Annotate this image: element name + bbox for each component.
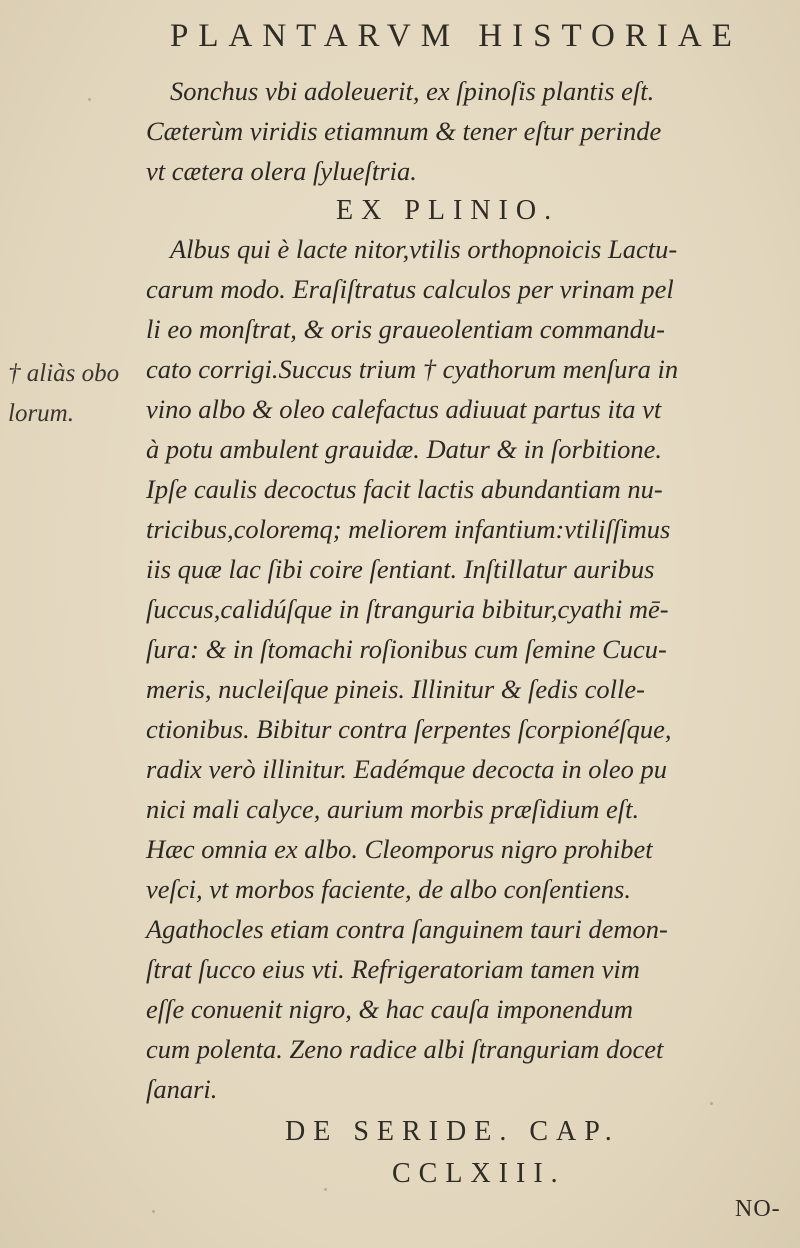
text-line: Agathocles etiam contra ſanguinem tauri demon- (146, 914, 668, 944)
text-line: Sonchus vbi adoleuerit, ex ſpinoſis plantis eſt. (170, 76, 655, 106)
text-line: eſſe conuenit nigro, & hac cauſa imponendum (146, 994, 633, 1024)
catchword: NO- (735, 1196, 781, 1222)
text-line: ſtrat ſucco eius vti. Refrigeratoriam tamen vim (146, 954, 640, 984)
paper-speck (88, 98, 91, 101)
text-line: cato corrigi.Succus trium † cyathorum menſura in (146, 354, 679, 384)
text-line: ctionibus. Bibitur contra ſerpentes ſcorpionéſque, (146, 714, 672, 744)
text-line: Ipſe caulis decoctus facit lactis abundantiam nu- (146, 474, 663, 504)
text-line: nici mali calyce, aurium morbis præſidium eſt. (146, 794, 640, 824)
text-line: Hæc omnia ex albo. Cleomporus nigro prohibet (146, 834, 653, 864)
text-line: ſanari. (146, 1074, 218, 1104)
text-line: cum polenta. Zeno radice albi ſtranguriam docet (146, 1034, 664, 1064)
text-line: vt cætera olera ſylueſtria. (146, 156, 417, 186)
text-line: meris, nucleiſque pineis. Illinitur & ſedis colle- (146, 674, 645, 704)
paper-speck (710, 1102, 713, 1105)
running-title: PLANTARVM HISTORIAE (170, 18, 742, 54)
chapter-heading: DE SERIDE. CAP. (285, 1116, 620, 1147)
text-line: li eo monſtrat, & oris graueolentiam commandu- (146, 314, 665, 344)
text-line: iis quæ lac ſibi coire ſentiant. Inſtillatur auribus (146, 554, 655, 584)
paper-speck (324, 1188, 327, 1191)
text-line: à potu ambulent grauidæ. Datur & in ſorbitione. (146, 434, 663, 464)
section-heading: EX PLINIO. (336, 195, 560, 226)
text-line: veſci, vt morbos faciente, de albo conſentiens. (146, 874, 631, 904)
text-line: ſura: & in ſtomachi roſionibus cum ſemine Cucu- (146, 634, 667, 664)
margin-note: † aliàs obo (8, 360, 120, 387)
text-line: carum modo. Eraſiſtratus calculos per vrinam pel (146, 274, 674, 304)
text-line: tricibus,coloremq; meliorem infantium:vtiliſſimus (146, 514, 671, 544)
text-line: Cæterùm viridis etiamnum & tener eſtur perinde (146, 116, 662, 146)
text-line: ſuccus,calidúſque in ſtranguria bibitur,cyathi mē- (146, 594, 669, 624)
text-line: vino albo & oleo calefactus adiuuat partus ita vt (146, 394, 662, 424)
text-line: radix verò illinitur. Eadémque decocta in oleo pu (146, 754, 668, 784)
text-line: Albus qui è lacte nitor,vtilis orthopnoicis Lactu- (170, 234, 678, 264)
paper-speck (152, 1210, 155, 1213)
chapter-number: CCLXIII. (392, 1158, 566, 1189)
margin-note: lorum. (8, 400, 74, 427)
